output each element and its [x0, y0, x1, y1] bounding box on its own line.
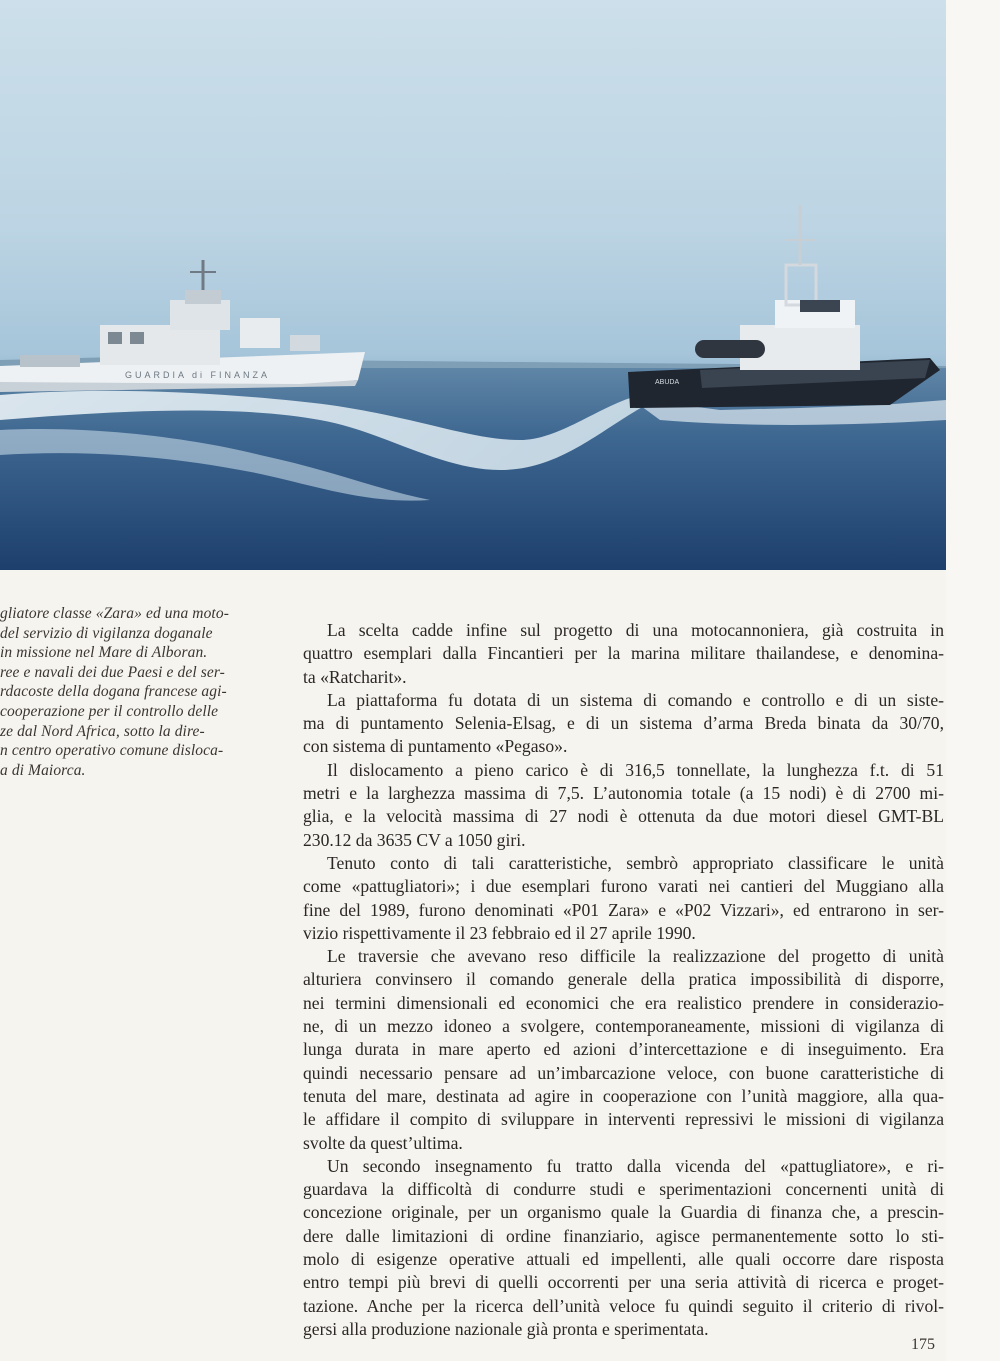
photo-caption [0, 604, 260, 780]
body-line: nei termini dimensionali ed economici che era realistico prendere in considerazio- [303, 992, 944, 1013]
caption-line: gliatore classe «Zara» ed una moto- [0, 605, 229, 622]
body-line: alturiera convinsero il comando generale della pratica impossibilità di disporre, [303, 969, 944, 990]
body-line: le affidare il compito di sviluppare in interventi repressivi le missioni di vigilanza [303, 1109, 944, 1130]
body-text [303, 619, 944, 1341]
caption-line: rdacoste della dogana francese agi- [0, 683, 227, 701]
body-line: 230.12 da 3635 CV a 1050 giri. [303, 829, 526, 850]
page-number: 175 [911, 1336, 935, 1353]
body-line: fine del 1989, furono denominati «P01 Zara» e «P02 Vizzari», ed entrarono in ser- [303, 899, 944, 920]
photo-patrol-vessels [0, 0, 946, 570]
caption-line: cooperazione per il controllo delle [0, 702, 219, 720]
caption-line: in missione nel Mare di Alboran. [0, 644, 208, 662]
body-line: quindi necessario pensare ad un’imbarcazione veloce, con buone caratteristiche di [303, 1062, 944, 1083]
body-line: molo di esigenze operative attuali ed impellenti, alle quali occorre dare risposta [303, 1249, 944, 1270]
body-line: Tenuto conto di tali caratteristiche, sembrò appropriato classificare le unità [327, 852, 944, 873]
patrol-boat-fast [628, 205, 940, 408]
caption-line: del servizio di vigilanza doganale [0, 624, 213, 642]
caption-line: a di Maiorca. [0, 761, 86, 779]
body-line: ta «Ratcharit». [303, 666, 407, 687]
body-line: La scelta cadde infine sul progetto di una motocannoniera, già costruita in [327, 620, 944, 640]
patrol-ship-zara [0, 260, 365, 392]
sea-and-ships-illustration [0, 0, 946, 570]
body-line: Le traversie che avevano reso difficile la realizzazione del progetto di unità [327, 946, 944, 967]
body-line: concezione originale, per un organismo quale la Guardia di finanza che, a prescin- [303, 1202, 944, 1223]
page-margin [946, 0, 1000, 1361]
body-line: vizio rispettivamente il 23 febbraio ed il 27 aprile 1990. [303, 922, 696, 943]
caption-line: n centro operativo comune disloca- [0, 742, 224, 760]
hull-text-left: GUARDIA di FINANZA [125, 370, 271, 380]
body-line: come «pattugliatori»; i due esemplari furono varati nei cantieri del Muggiano alla [303, 876, 944, 897]
caption-line: ze dal Nord Africa, sotto la dire- [0, 722, 205, 740]
caption-line: ree e navali dei due Paesi e del ser- [0, 663, 225, 681]
body-line: glia, e la velocità massima di 27 nodi è ottenuta da due motori diesel GMT-BL [303, 806, 944, 827]
body-line: ma di puntamento Selenia-Elsag, e di un sistema d’arma Breda binata da 30/70, [303, 713, 944, 734]
hull-text-right: ABUDA [655, 379, 680, 386]
body-line: dere dalle limitazioni di ordine finanziario, agisce permanentemente sotto lo sti- [303, 1225, 944, 1246]
body-line: metri e la larghezza massima di 7,5. L’autonomia totale (a 15 nodi) è di 2700 mi- [303, 783, 944, 804]
body-line: ne, di un mezzo idoneo a svolgere, contemporaneamente, missioni di vigilanza di [303, 1016, 944, 1037]
body-line: lunga durata in mare aperto ed azioni d’intercettazione e di inseguimento. Era [303, 1039, 944, 1060]
body-line: Un secondo insegnamento fu tratto dalla vicenda del «pattugliatore», e ri- [327, 1155, 944, 1176]
body-line: entro tempi più brevi di quelli occorrenti per una seria attività di ricerca e proget- [303, 1272, 944, 1293]
body-line: La piattaforma fu dotata di un sistema di comando e controllo e di un siste- [327, 689, 944, 710]
body-line: tazione. Anche per la ricerca dell’unità veloce fu quindi seguito il criterio di rivol- [303, 1295, 944, 1316]
body-line: gersi alla produzione nazionale già pronta e sperimentata. [303, 1318, 709, 1339]
body-line: Il dislocamento a pieno carico è di 316,5 tonnellate, la lunghezza f.t. di 51 [327, 759, 944, 780]
body-line: quattro esemplari dalla Fincantieri per la marina militare thailandese, e denomina- [303, 643, 944, 664]
body-line: svolte da quest’ultima. [303, 1132, 463, 1153]
body-line: con sistema di puntamento «Pegaso». [303, 736, 568, 757]
body-line: guardava la difficoltà di condurre studi e sperimentazioni concernenti unità di [303, 1179, 944, 1200]
body-line: tenuta del mare, destinata ad agire in cooperazione con l’unità maggiore, alla qua- [303, 1085, 944, 1106]
